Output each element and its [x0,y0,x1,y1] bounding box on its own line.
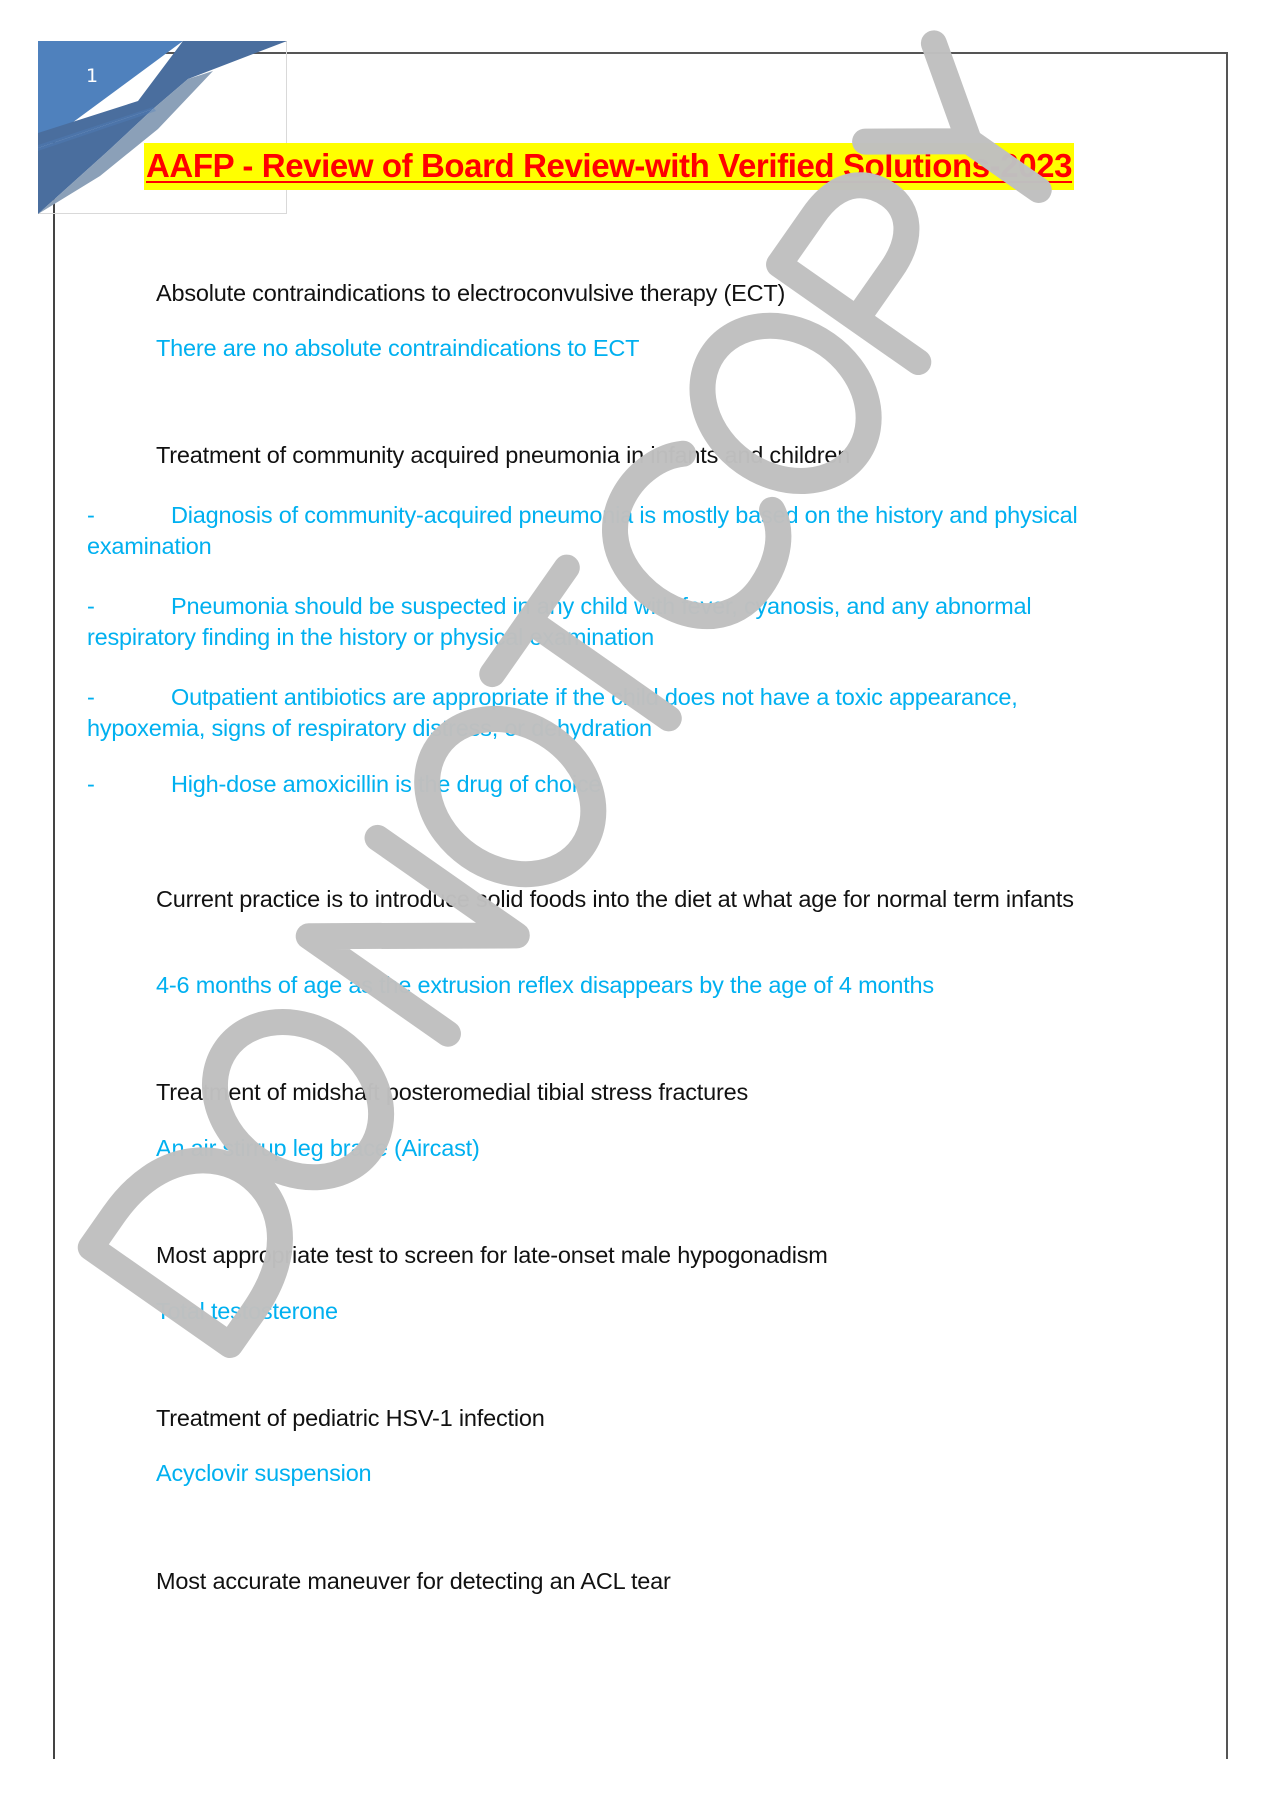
bullet-item [87,682,1137,744]
bullet-item [87,591,1137,653]
bullet-dash: - [87,502,95,528]
question-1: Absolute contraindications to electroconvulsive therapy (ECT) [156,280,786,306]
bullet-dash: - [87,771,95,797]
question-5: Most appropriate test to screen for late-onset male hypogonadism [156,1242,828,1268]
bullet-text: Diagnosis of community-acquired pneumonia is mostly based on the history and physical examination [87,502,1078,559]
bullet-item [87,769,1137,800]
bullet-dash: - [87,593,95,619]
question-4: Treatment of midshaft posteromedial tibial stress fractures [156,1079,749,1105]
answer-6: Acyclovir suspension [156,1460,372,1486]
bullet-text: Pneumonia should be suspected in any child with fever, cyanosis, and any abnormal respiratory finding in the history or physical examination [87,593,1032,650]
bullet-text: High-dose amoxicillin is the drug of choice [171,771,602,797]
question-6: Treatment of pediatric HSV-1 infection [156,1405,545,1431]
answer-5: Total testosterone [156,1298,338,1324]
bullet-dash: - [87,684,95,710]
answer-4: An air stirrup leg brace (Aircast) [156,1135,480,1161]
answer-3: 4-6 months of age as the extrusion reflex disappears by the age of 4 months [156,972,934,998]
document-title: AAFP - Review of Board Review-with Verified Solutions-2023 [144,143,1074,190]
question-2: Treatment of community acquired pneumonia in infants and children [156,442,851,468]
bullet-text: Outpatient antibiotics are appropriate if the child does not have a toxic appearance, hypoxemia, signs of respiratory distress, or dehydration [87,684,1018,741]
bullet-item [87,500,1137,562]
page-number: 1 [86,65,99,87]
answer-1: There are no absolute contraindications to ECT [156,335,640,361]
question-3: Current practice is to introduce solid foods into the diet at what age for normal term infants [156,886,1074,912]
question-7: Most accurate maneuver for detecting an ACL tear [156,1568,671,1594]
